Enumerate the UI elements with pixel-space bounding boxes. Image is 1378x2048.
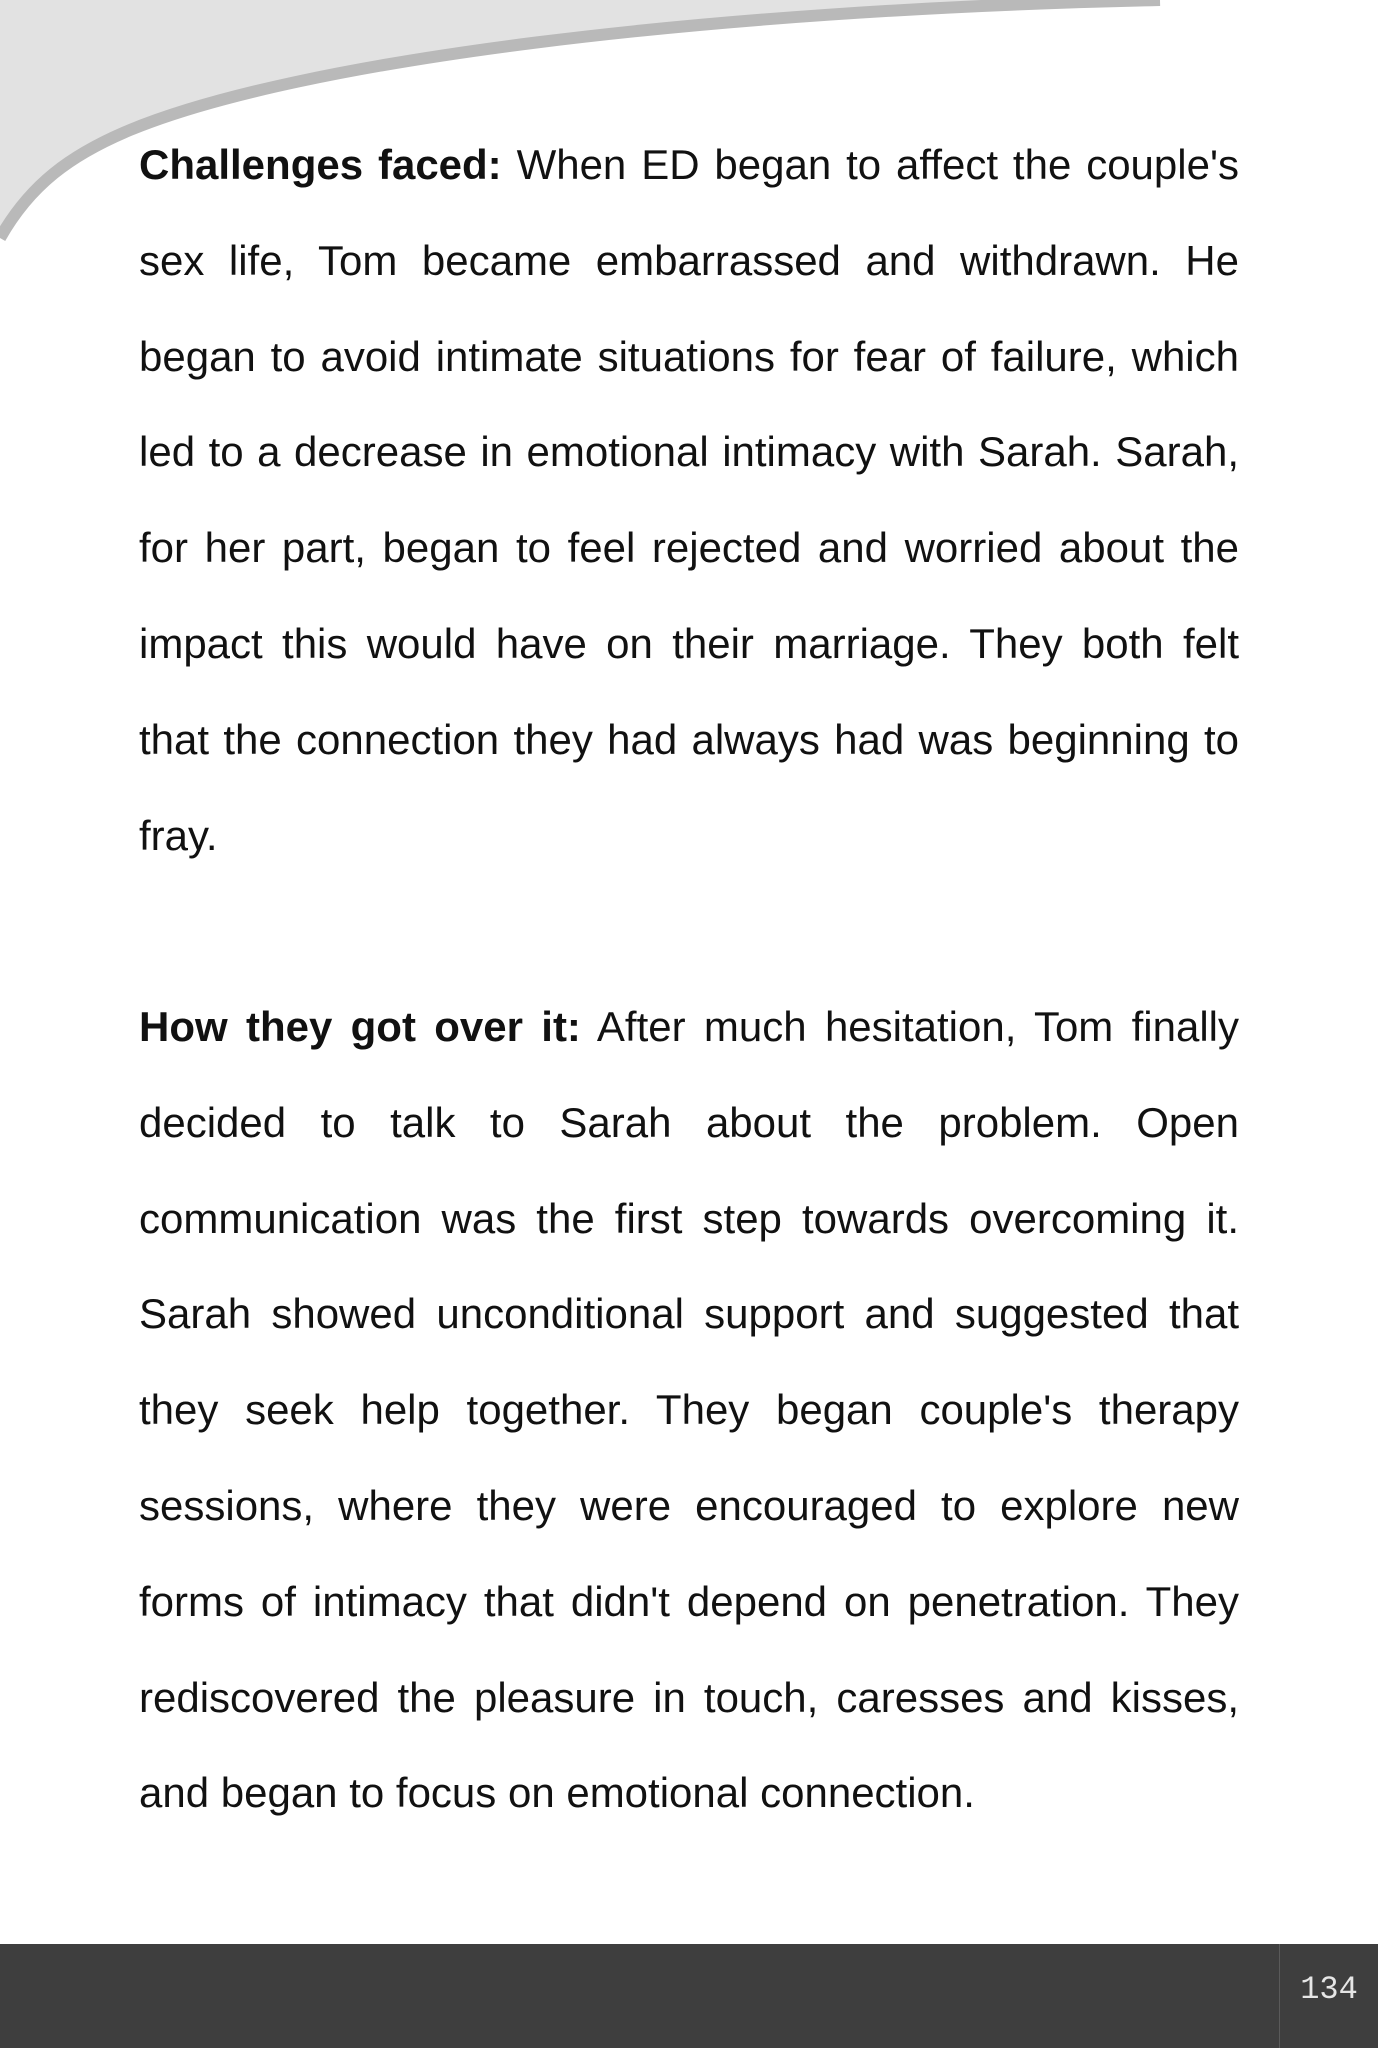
overcome-paragraph — [139, 979, 1239, 1841]
page-number: 134 — [1300, 1970, 1358, 2008]
overcome-heading: How they got over it: — [139, 1003, 581, 1050]
challenges-heading: Challenges faced: — [139, 141, 502, 188]
overcome-text: After much hesitation, Tom finally decided to talk to Sarah about the problem. Open communication was the first step towards overcoming it. Sarah showed unconditional support and suggested that they seek help together. They began couple's therapy sessions, where they were encouraged to explore new forms of intimacy that didn't depend on penetration. They rediscovered the pleasure in touch, caresses and kisses, and began to focus on emotional connection. — [139, 1003, 1239, 1817]
challenges-paragraph — [139, 117, 1239, 883]
page-number-box — [1279, 1944, 1378, 2048]
footer-bar — [0, 1944, 1378, 2048]
challenges-text: When ED began to affect the couple's sex life, Tom became embarrassed and withdrawn. He began to avoid intimate situations for fear of failure, which led to a decrease in emotional intimacy with Sarah. Sarah, for her part, began to feel rejected and worried about the impact this would have on their marriage. They both felt that the connection they had always had was beginning to fray. — [139, 141, 1239, 859]
